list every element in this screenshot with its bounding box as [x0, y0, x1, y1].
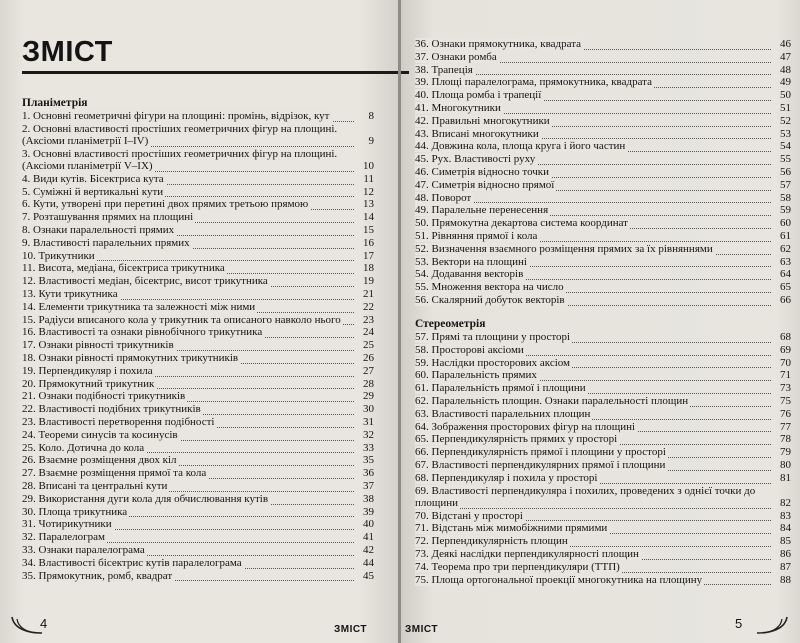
toc-entry	[22, 365, 374, 378]
toc-column-right-bottom	[415, 317, 791, 586]
toc-column-left	[22, 96, 374, 582]
toc-entry-title: 31. Чотирикутники	[22, 518, 112, 531]
toc-entry	[22, 186, 374, 199]
toc-entry	[415, 51, 791, 64]
toc-entry-title: 65. Перпендикулярність прямих у просторі	[415, 433, 618, 446]
toc-entry-title: 29. Використання дуги кола для обчислювання кутів	[22, 492, 269, 505]
toc-entry	[22, 211, 374, 224]
toc-entry-page: 41	[363, 531, 374, 544]
toc-entry	[415, 166, 791, 179]
toc-entry-title: 54. Додавання векторів	[415, 268, 524, 281]
toc-entry-title: 68. Перпендикуляр і похила у просторі	[415, 471, 598, 484]
toc-entry	[22, 352, 374, 365]
toc-entry	[22, 467, 374, 480]
section-heading-stereometry: Стереометрія	[415, 318, 486, 330]
toc-entry	[22, 339, 374, 352]
toc-entry	[415, 382, 791, 395]
toc-entry-title: 16. Властивості та ознаки рівнобічного трикутника	[22, 326, 263, 339]
toc-entry-page: 52	[780, 114, 791, 127]
toc-entry	[22, 173, 374, 186]
toc-entry	[415, 561, 791, 574]
toc-entry	[22, 416, 374, 429]
toc-entry-page: 66	[780, 293, 791, 306]
toc-entry	[415, 102, 791, 115]
toc-entry-title: 2. Основні властивості простіших геометричних фігур на площині. (Аксіоми планіметрії I–IV)	[22, 122, 338, 147]
toc-entry-page: 42	[363, 543, 374, 556]
toc-entry	[415, 344, 791, 357]
toc-entry-page: 11	[363, 172, 374, 185]
toc-entry	[22, 250, 374, 263]
toc-entry	[415, 115, 791, 128]
toc-entry-page: 88	[780, 573, 791, 586]
toc-entry-page: 59	[780, 204, 791, 217]
toc-entry-title: 27. Взаємне розміщення прямої та кола	[22, 467, 207, 480]
toc-entry-page: 24	[363, 326, 374, 339]
toc-entry-page: 64	[780, 268, 791, 281]
toc-entry-page: 44	[363, 556, 374, 569]
toc-entry-page: 10	[363, 160, 374, 172]
toc-entry-title: 41. Многокутники	[415, 101, 501, 114]
toc-entry	[22, 148, 374, 173]
toc-entry	[415, 230, 791, 243]
toc-entry-title: 44. Довжина кола, площа круга і його частин	[415, 140, 626, 153]
toc-entry-title: 75. Площа ортогональної проекції многокутника на площину	[415, 573, 703, 586]
toc-entry	[22, 544, 374, 557]
toc-entry	[415, 64, 791, 77]
toc-entry	[415, 421, 791, 434]
toc-entry-page: 87	[780, 560, 791, 573]
toc-entry-title: 60. Паралельність прямих	[415, 369, 537, 382]
toc-entry-title: 64. Зображення просторових фігур на площині	[415, 420, 636, 433]
toc-entry-page: 63	[780, 255, 791, 268]
toc-entry-page: 78	[780, 433, 791, 446]
toc-entry-title: 15. Радіуси вписаного кола у трикутник та описаного навколо нього	[22, 313, 341, 326]
toc-entry-page: 48	[780, 63, 791, 76]
toc-list-planimetry	[22, 110, 374, 582]
toc-entry-title: 40. Площа ромба і трапеції	[415, 89, 542, 102]
toc-entry-page: 27	[363, 364, 374, 377]
toc-entry	[415, 510, 791, 523]
toc-entry-page: 15	[363, 223, 374, 236]
toc-entry	[22, 506, 374, 519]
toc-entry-title: 45. Рух. Властивості руху	[415, 153, 536, 166]
toc-entry	[22, 429, 374, 442]
left-page	[0, 0, 399, 643]
toc-entry-page: 49	[780, 76, 791, 89]
toc-entry-title: 67. Властивості перпендикулярних прямої і площини	[415, 458, 666, 471]
toc-entry	[22, 390, 374, 403]
toc-entry-title: 49. Паралельне перенесення	[415, 204, 549, 217]
toc-entry	[415, 369, 791, 382]
toc-entry-page: 61	[780, 229, 791, 242]
toc-entry-title: 23. Властивості перетворення подібності	[22, 415, 215, 428]
toc-entry-page: 83	[780, 509, 791, 522]
toc-entry-page: 8	[368, 110, 374, 122]
toc-entry	[22, 518, 374, 531]
toc-entry	[415, 395, 791, 408]
toc-entry	[415, 548, 791, 561]
toc-entry	[415, 331, 791, 344]
toc-entry-page: 68	[780, 331, 791, 343]
toc-entry	[22, 301, 374, 314]
toc-entry-title: 63. Властивості паралельних площин	[415, 407, 591, 420]
toc-column-right-top	[415, 38, 791, 307]
toc-entry-title: 25. Коло. Дотична до кола	[22, 441, 145, 454]
toc-entry	[415, 446, 791, 459]
toc-entry-title: 36. Ознаки прямокутника, квадрата	[415, 38, 582, 50]
toc-entry-title: 8. Ознаки паралельності прямих	[22, 223, 175, 236]
toc-entry-title: 73. Деякі наслідки перпендикулярності площин	[415, 547, 639, 560]
toc-entry-title: 14. Елементи трикутника та залежності між ними	[22, 300, 256, 313]
toc-entry-title: 59. Наслідки просторових аксіом	[415, 356, 571, 369]
toc-entry-title: 35. Прямокутник, ромб, квадрат	[22, 569, 173, 582]
page-title: ЗМІСТ	[22, 36, 113, 68]
toc-entry	[415, 179, 791, 192]
toc-entry-title: 61. Паралельність прямої і площини	[415, 382, 586, 395]
toc-entry	[415, 459, 791, 472]
toc-entry-title: 19. Перпендикуляр і похила	[22, 364, 153, 377]
toc-entry-title: 30. Площа трикутника	[22, 505, 128, 518]
title-rule	[22, 71, 399, 74]
toc-entry-page: 46	[780, 38, 791, 50]
toc-entry-title: 5. Суміжні й вертикальні кути	[22, 185, 164, 198]
toc-entry	[22, 570, 374, 583]
toc-entry-title: 34. Властивості бісектрис кутів паралелограма	[22, 556, 242, 569]
toc-entry-page: 77	[780, 420, 791, 433]
corner-swirl-ornament-right	[753, 611, 793, 635]
toc-entry-page: 57	[780, 178, 791, 191]
toc-entry	[22, 224, 374, 237]
title-rule-continuation	[401, 71, 409, 74]
toc-entry-page: 82	[780, 496, 791, 509]
toc-entry-page: 33	[363, 441, 374, 454]
toc-entry-page: 40	[363, 518, 374, 531]
toc-entry-page: 60	[780, 217, 791, 230]
toc-entry	[22, 403, 374, 416]
toc-entry-title: 71. Відстань між мимобіжними прямими	[415, 522, 608, 535]
toc-entry	[415, 204, 791, 217]
toc-entry-page: 65	[780, 281, 791, 294]
toc-entry-title: 33. Ознаки паралелограма	[22, 543, 145, 556]
toc-entry-title: 42. Правильні многокутники	[415, 114, 550, 127]
toc-entry-page: 25	[363, 339, 374, 352]
toc-entry	[415, 192, 791, 205]
toc-entry	[415, 128, 791, 141]
toc-list-stereometry	[415, 331, 791, 586]
toc-entry-page: 85	[780, 535, 791, 548]
toc-entry	[415, 243, 791, 256]
toc-entry	[22, 110, 374, 123]
toc-entry-page: 71	[780, 369, 791, 382]
toc-entry-title: 17. Ознаки рівності трикутників	[22, 339, 174, 352]
toc-entry-page: 79	[780, 446, 791, 459]
toc-entry-title: 39. Площі паралелограма, прямокутника, квадрата	[415, 76, 653, 89]
toc-entry-title: 22. Властивості подібних трикутників	[22, 403, 201, 416]
toc-entry-page: 19	[363, 275, 374, 288]
toc-entry-page: 86	[780, 547, 791, 560]
toc-entry-page: 22	[363, 300, 374, 313]
toc-entry	[22, 531, 374, 544]
toc-entry	[22, 480, 374, 493]
toc-entry-title: 11. Висота, медіана, бісектриса трикутника	[22, 262, 225, 275]
toc-entry	[22, 326, 374, 339]
toc-entry	[415, 433, 791, 446]
toc-entry-title: 48. Поворот	[415, 191, 472, 204]
toc-entry	[415, 281, 791, 294]
toc-entry	[22, 454, 374, 467]
toc-entry-page: 62	[780, 242, 791, 255]
toc-entry	[415, 472, 791, 485]
toc-entry-title: 74. Теорема про три перпендикуляри (ТТП)	[415, 560, 620, 573]
toc-entry-title: 69. Властивості перпендикуляра і похилих, проведених з однієї точки до площини	[415, 484, 756, 509]
toc-entry-page: 35	[363, 454, 374, 467]
toc-entry-page: 26	[363, 351, 374, 364]
toc-entry	[22, 237, 374, 250]
toc-entry-title: 38. Трапеція	[415, 63, 473, 76]
toc-entry-page: 69	[780, 343, 791, 356]
toc-entry	[22, 557, 374, 570]
toc-entry-title: 7. Розташування прямих на площині	[22, 211, 194, 224]
toc-entry-title: 70. Відстані у просторі	[415, 509, 523, 522]
toc-entry	[415, 522, 791, 535]
toc-entry-title: 1. Основні геометричні фігури на площині: промінь, відрізок, кут	[22, 110, 330, 122]
toc-entry-title: 58. Просторові аксіоми	[415, 343, 524, 356]
toc-entry-title: 50. Прямокутна декартова система координат	[415, 217, 628, 230]
toc-entry	[415, 140, 791, 153]
toc-entry-page: 38	[363, 492, 374, 505]
toc-entry-page: 31	[363, 415, 374, 428]
toc-entry-title: 20. Прямокутний трикутник	[22, 377, 155, 390]
toc-entry-page: 21	[363, 287, 374, 300]
toc-entry-title: 18. Ознаки рівності прямокутних трикутників	[22, 351, 239, 364]
toc-entry-title: 51. Рівняння прямої і кола	[415, 229, 538, 242]
toc-entry	[415, 76, 791, 89]
toc-entry-title: 3. Основні властивості простіших геометричних фігур на площині. (Аксіоми планіметрії V–IX)	[22, 147, 338, 172]
toc-entry-page: 70	[780, 356, 791, 369]
running-title-right: ЗМІСТ	[405, 624, 438, 635]
toc-entry	[22, 378, 374, 391]
toc-entry-page: 39	[363, 505, 374, 518]
toc-entry-page: 32	[363, 428, 374, 441]
toc-entry-title: 52. Визначення взаємного розміщення прямих за їх рівняннями	[415, 242, 713, 255]
toc-entry	[415, 535, 791, 548]
toc-entry-page: 55	[780, 153, 791, 166]
toc-entry-page: 30	[363, 403, 374, 416]
toc-entry-page: 50	[780, 89, 791, 102]
toc-entry-title: 66. Перпендикулярність прямої і площини у просторі	[415, 446, 666, 459]
toc-entry-page: 17	[363, 249, 374, 262]
toc-entry-page: 81	[780, 471, 791, 484]
right-page	[401, 0, 800, 643]
page-number-left: 4	[40, 616, 48, 631]
toc-entry-page: 12	[363, 185, 374, 198]
toc-entry-page: 16	[363, 236, 374, 249]
toc-entry-page: 75	[780, 394, 791, 407]
toc-entry-page: 29	[363, 390, 374, 403]
toc-entry-page: 28	[363, 377, 374, 390]
toc-entry-page: 14	[363, 211, 374, 224]
toc-entry-title: 62. Паралельність площин. Ознаки паралельності площин	[415, 394, 689, 407]
toc-entry	[22, 275, 374, 288]
toc-entry-page: 84	[780, 522, 791, 535]
toc-entry	[415, 408, 791, 421]
toc-entry	[22, 288, 374, 301]
toc-entry-title: 57. Прямі та площини у просторі	[415, 331, 571, 343]
toc-entry-title: 37. Ознаки ромба	[415, 50, 497, 63]
toc-entry-page: 80	[780, 458, 791, 471]
toc-entry-page: 56	[780, 165, 791, 178]
toc-entry-page: 13	[363, 198, 374, 211]
toc-entry	[22, 493, 374, 506]
toc-entry	[415, 485, 791, 510]
toc-entry	[415, 256, 791, 269]
running-title-left: ЗМІСТ	[334, 624, 367, 635]
toc-entry-page: 54	[780, 140, 791, 153]
toc-entry-page: 9	[368, 135, 374, 147]
toc-entry-title: 21. Ознаки подібності трикутників	[22, 390, 186, 403]
toc-entry	[415, 38, 791, 51]
toc-entry-page: 18	[363, 262, 374, 275]
toc-entry-title: 46. Симетрія відносно точки	[415, 165, 550, 178]
toc-entry	[415, 268, 791, 281]
toc-entry	[22, 123, 374, 148]
toc-entry	[415, 153, 791, 166]
toc-entry-title: 43. Вписані многокутники	[415, 127, 539, 140]
toc-entry-title: 6. Кути, утворені при перетині двох прямих третьою прямою	[22, 198, 309, 211]
toc-entry	[415, 294, 791, 307]
toc-entry-title: 56. Скалярний добуток векторів	[415, 293, 565, 306]
toc-entry-page: 23	[363, 313, 374, 326]
toc-entry-title: 24. Теореми синусів та косинусів	[22, 428, 178, 441]
toc-entry-title: 9. Властивості паралельних прямих	[22, 236, 190, 249]
toc-entry-title: 32. Паралелограм	[22, 531, 106, 544]
toc-entry	[415, 89, 791, 102]
toc-entry	[415, 574, 791, 587]
toc-entry-title: 53. Вектори на площині	[415, 255, 527, 268]
page-number-right: 5	[735, 616, 743, 631]
toc-entry-title: 72. Перпендикулярність площин	[415, 535, 568, 548]
dot-leader	[415, 508, 771, 509]
toc-entry-title: 10. Трикутники	[22, 249, 95, 262]
toc-entry-title: 13. Кути трикутника	[22, 287, 118, 300]
toc-entry	[22, 314, 374, 327]
toc-entry-title: 28. Вписані та центральні кути	[22, 479, 168, 492]
toc-entry-page: 58	[780, 191, 791, 204]
toc-entry	[22, 198, 374, 211]
toc-entry-title: 26. Взаємне розміщення двох кіл	[22, 454, 177, 467]
toc-entry-page: 36	[363, 467, 374, 480]
toc-entry	[22, 262, 374, 275]
toc-entry-page: 45	[363, 569, 374, 582]
toc-entry-page: 76	[780, 407, 791, 420]
toc-entry	[415, 217, 791, 230]
toc-entry-page: 51	[780, 101, 791, 114]
toc-list-planimetry-cont	[415, 38, 791, 307]
toc-entry	[22, 442, 374, 455]
toc-entry-title: 12. Властивості медіан, бісектрис, висот трикутника	[22, 275, 268, 288]
toc-entry-page: 73	[780, 382, 791, 395]
toc-entry-page: 47	[780, 50, 791, 63]
section-heading-planimetry: Планіметрія	[22, 97, 88, 109]
toc-entry-page: 53	[780, 127, 791, 140]
toc-entry-title: 4. Види кутів. Бісектриса кута	[22, 172, 164, 185]
toc-entry	[415, 357, 791, 370]
toc-entry-title: 55. Множення вектора на число	[415, 281, 564, 294]
toc-entry-title: 47. Симетрія відносно прямої	[415, 178, 555, 191]
toc-entry-page: 37	[363, 479, 374, 492]
